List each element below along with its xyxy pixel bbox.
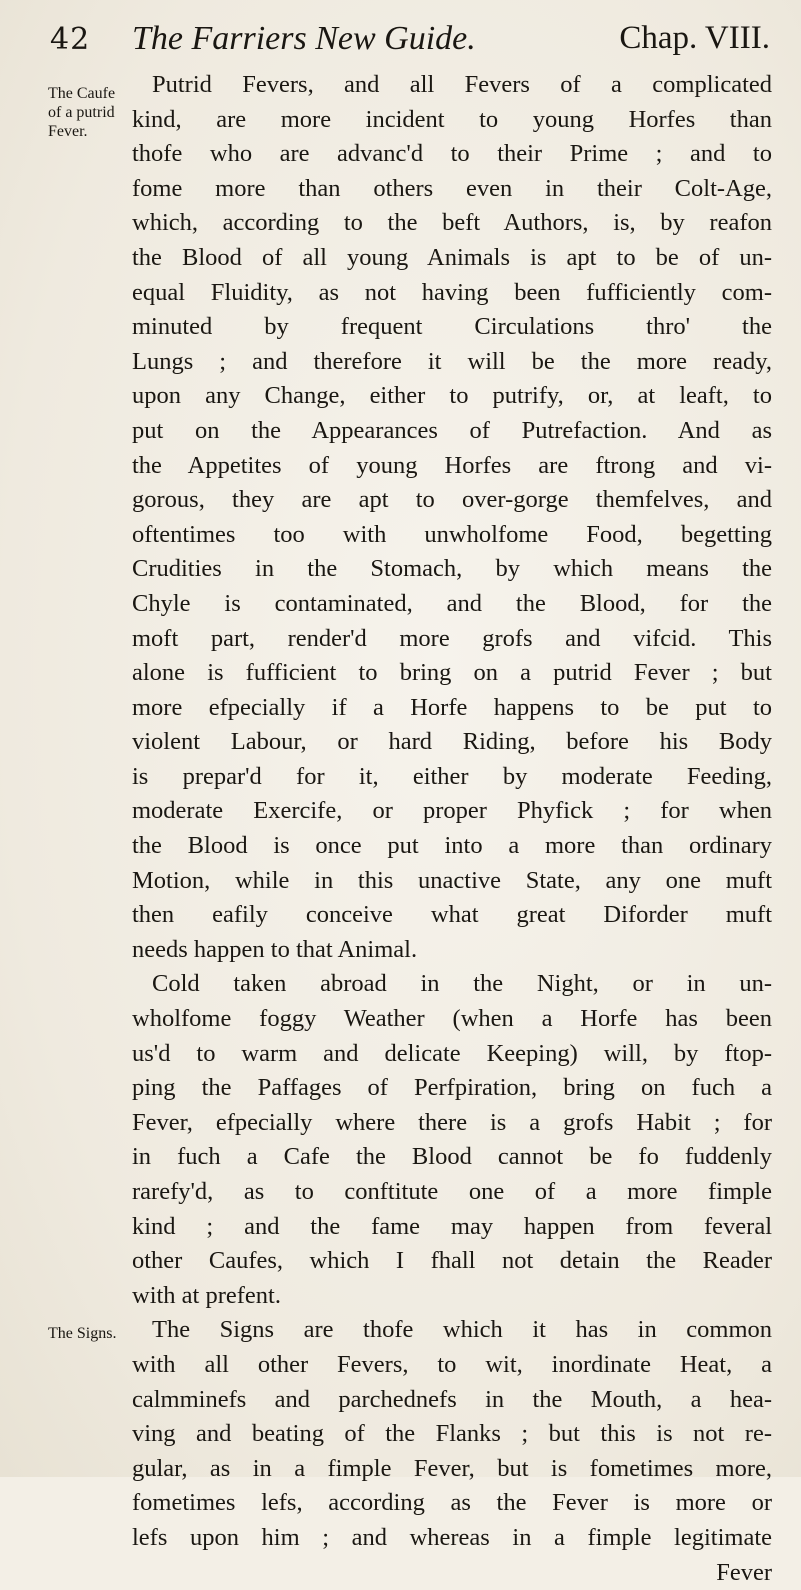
text-line: minuted by frequent Circulations thro' the: [132, 313, 772, 341]
text-line: Putrid Fevers, and all Fevers of a complicated: [152, 71, 772, 98]
text-line: moft part, render'd more grofs and vifcid. This: [132, 624, 772, 652]
text-line: gorous, they are apt to over-gorge themfelves, and: [132, 486, 772, 514]
text-line: Lungs ; and therefore it will be the more ready,: [132, 347, 772, 375]
text-line: alone is fufficient to bring on a putrid Fever ; but: [132, 659, 772, 687]
text-line: Motion, while in this unactive State, any one muft: [132, 866, 772, 894]
text-line: with all other Fevers, to wit, inordinate Heat, a: [132, 1350, 772, 1378]
text-line: the Appetites of young Horfes are ftrong and vi-: [132, 451, 772, 479]
text-line: Crudities in the Stomach, by which means the: [132, 555, 772, 583]
text-line: then eafily conceive what great Diforder muft: [132, 901, 772, 929]
text-line: other Caufes, which I fhall not detain the Reader: [132, 1247, 772, 1275]
text-line: with at prefent.: [132, 1281, 281, 1309]
text-line: equal Fluidity, as not having been fufficiently com-: [132, 278, 772, 306]
text-line: us'd to warm and delicate Keeping) will, by ftop-: [132, 1039, 772, 1067]
text-line: fome more than others even in their Colt-Age,: [132, 174, 772, 202]
text-line: gular, as in a fimple Fever, but is fometimes more,: [132, 1454, 772, 1482]
text-line: ving and beating of the Flanks ; but this is not re-: [132, 1420, 772, 1448]
text-line: rarefy'd, as to conftitute one of a more fimple: [132, 1178, 772, 1205]
text-line: put on the Appearances of Putrefaction. And as: [132, 416, 772, 444]
text-line: lefs upon him ; and whereas in a fimple legitimate: [132, 1523, 772, 1551]
margin-note-line: The Signs.: [48, 1325, 117, 1342]
text-line: more efpecially if a Horfe happens to be put to: [132, 693, 772, 721]
text-line: moderate Exercife, or proper Phyfick ; for when: [132, 797, 772, 825]
text-line: kind ; and the fame may happen from feveral: [132, 1212, 772, 1240]
text-line: in fuch a Cafe the Blood cannot be fo fuddenly: [132, 1143, 772, 1171]
text-line: Chyle is contaminated, and the Blood, for the: [132, 589, 772, 617]
catchword: Fever: [716, 1558, 772, 1586]
text-line: thofe who are advanc'd to their Prime ; and to: [132, 140, 772, 168]
margin-note-line: of a putrid: [48, 104, 115, 121]
text-line: is prepar'd for it, either by moderate Feeding,: [132, 762, 772, 790]
running-title: The Farriers New Guide.: [132, 20, 476, 57]
page-header: [50, 14, 770, 64]
text-line: fometimes lefs, according as the Fever is more or: [132, 1489, 772, 1517]
text-line: needs happen to that Animal.: [132, 935, 418, 963]
text-line: upon any Change, either to putrify, or, at leaft, to: [132, 382, 772, 410]
text-line: which, according to the beft Authors, is, by reafon: [132, 209, 772, 237]
margin-note-line: Fever.: [48, 123, 88, 140]
text-line: kind, are more incident to young Horfes than: [132, 105, 772, 133]
text-line: oftentimes too with unwholfome Food, begetting: [132, 520, 772, 548]
body-text: [132, 68, 772, 1590]
page-number: 42: [50, 22, 91, 57]
margin-note-cause: [48, 84, 128, 141]
text-line: calmminefs and parchednefs in the Mouth, a hea-: [132, 1385, 772, 1413]
text-line: the Blood is once put into a more than ordinary: [132, 832, 772, 860]
text-line: Cold taken abroad in the Night, or in un-: [152, 970, 772, 998]
text-line: violent Labour, or hard Riding, before his Body: [132, 728, 772, 756]
text-line: The Signs are thofe which it has in common: [152, 1316, 772, 1344]
text-line: wholfome foggy Weather (when a Horfe has been: [132, 1005, 772, 1033]
chapter-heading: Chap. VIII.: [619, 20, 770, 56]
text-line: the Blood of all young Animals is apt to be of un-: [132, 243, 772, 271]
margin-note-line: The Caufe: [48, 85, 116, 102]
margin-note-signs: [48, 1324, 128, 1343]
text-line: Fever, efpecially where there is a grofs Habit ; for: [132, 1108, 772, 1136]
text-line: ping the Paffages of Perfpiration, bring on fuch a: [132, 1074, 772, 1102]
